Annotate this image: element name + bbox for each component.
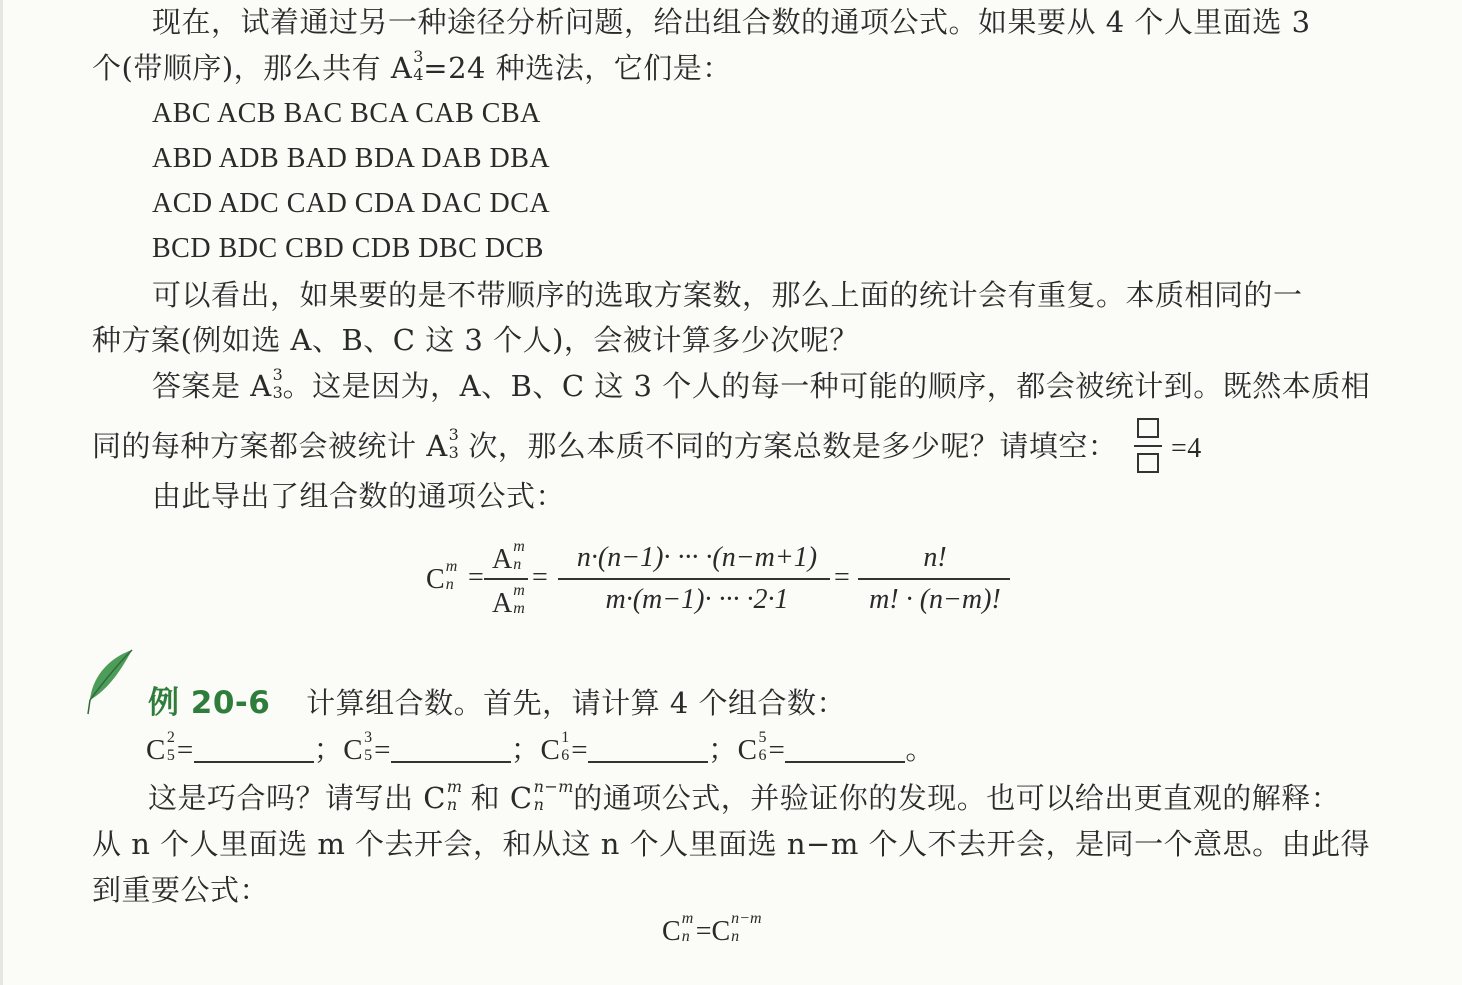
para1-line2-post: =24 种选法，它们是： xyxy=(423,51,732,85)
frac2-bar xyxy=(558,578,830,580)
para3-line2-pre: 同的每种方案都会被统计 A xyxy=(92,429,448,463)
fill-box-numerator[interactable] xyxy=(1137,418,1159,438)
perm-row-2: ABD ADB BAD BDA DAB DBA xyxy=(152,143,551,174)
example-title: 例 20-6 xyxy=(148,685,271,721)
fill-result: =4 xyxy=(1171,433,1202,464)
para5-line3: 到重要公式： xyxy=(92,873,270,907)
frac3-num: n! xyxy=(923,542,947,573)
frac1-bar xyxy=(484,578,528,580)
perm-notation xyxy=(413,47,424,84)
para3-line2 xyxy=(92,425,1118,464)
para3-line1 xyxy=(152,365,1371,404)
para5-line2: 从 n 个人里面选 m 个去开会，和从这 n 个人里面选 n−m 个人不去开会，是同一个意思。由此得 xyxy=(92,827,1371,861)
fill-box-denominator[interactable] xyxy=(1137,453,1159,473)
formula-eq-1: = xyxy=(468,562,484,593)
answer-blank-1[interactable] xyxy=(194,737,314,763)
answer-blank-3[interactable] xyxy=(588,737,708,763)
frac1-num: A m n xyxy=(492,538,525,575)
para4: 由此导出了组合数的通项公式： xyxy=(152,479,566,513)
formula2-rhs: C xyxy=(711,916,731,947)
para3-line2-post: 次，那么本质不同的方案总数是多少呢？请填空： xyxy=(458,429,1118,463)
example-header xyxy=(148,685,846,721)
perm-sub: 4 xyxy=(413,65,424,84)
para2-line1: 可以看出，如果要的是不带顺序的选取方案数，那么上面的统计会有重复。本质相同的一 xyxy=(152,278,1303,312)
separator: ； xyxy=(510,734,541,766)
separator: ； xyxy=(313,734,344,766)
separator: 。 xyxy=(905,734,935,766)
formula-lhs: C m n xyxy=(426,558,458,595)
para3-line1-pre: 答案是 A xyxy=(152,369,272,403)
formula-eq-2: = xyxy=(532,562,548,593)
para1-line2 xyxy=(92,47,732,86)
combo-item-4: C 5 6 = xyxy=(737,729,786,766)
fill-fraction-bar xyxy=(1134,445,1162,447)
symmetry-formula: C m n =C n−m n xyxy=(662,910,762,947)
para1-line1: 现在，试着通过另一种途径分析问题，给出组合数的通项公式。如果要从 4 个人里面选 3 xyxy=(152,5,1311,39)
para5-line1: 这是巧合吗？请写出 C m n 和 C n−m n 的通项公式，并验证你的发现。也可以给出更直观的解释： xyxy=(148,777,1341,815)
perm-row-1: ABC ACB BAC BCA CAB CBA xyxy=(152,98,541,129)
formula2-lhs: C xyxy=(662,916,681,947)
answer-blank-2[interactable] xyxy=(391,737,511,763)
frac3-den: m! · (n−m)! xyxy=(869,584,1001,615)
page-edge xyxy=(0,0,3,985)
frac3-bar xyxy=(858,578,1010,580)
perm-sup: 3 xyxy=(413,47,424,66)
leaf-icon xyxy=(86,648,136,718)
para1-line2-pre: 个(带顺序)，那么共有 A xyxy=(92,51,413,85)
combination-formula xyxy=(426,540,1026,630)
frac1-den: A m m xyxy=(492,582,525,619)
combo-item-1: C 2 5 = xyxy=(146,729,194,766)
example-items xyxy=(146,729,935,768)
perm-notation: 3 3 xyxy=(448,425,460,462)
para3-line1-post: 。这是因为，A、B、C 这 3 个人的每一种可能的顺序，都会被统计到。既然本质相 xyxy=(282,369,1371,403)
example-text: 计算组合数。首先，请计算 4 个组合数： xyxy=(306,686,846,720)
perm-row-4: BCD BDC CBD CDB DBC DCB xyxy=(152,233,544,264)
frac2-num: n·(n−1)· ··· ·(n−m+1) xyxy=(576,542,818,573)
formula-eq-3: = xyxy=(834,562,850,593)
perm-notation: 3 3 xyxy=(272,365,284,402)
combo-item-3: C 1 6 = xyxy=(540,729,589,766)
formula2-eq: = xyxy=(695,916,712,947)
combo-item-2: C 3 5 = xyxy=(343,729,391,766)
para2-line2: 种方案(例如选 A、B、C 这 3 个人)，会被计算多少次呢？ xyxy=(92,323,859,357)
perm-row-3: ACD ADC CAD CDA DAC DCA xyxy=(152,188,551,219)
answer-blank-4[interactable] xyxy=(785,737,905,763)
frac2-den: m·(m−1)· ··· ·2·1 xyxy=(605,584,789,615)
separator: ； xyxy=(708,734,738,766)
